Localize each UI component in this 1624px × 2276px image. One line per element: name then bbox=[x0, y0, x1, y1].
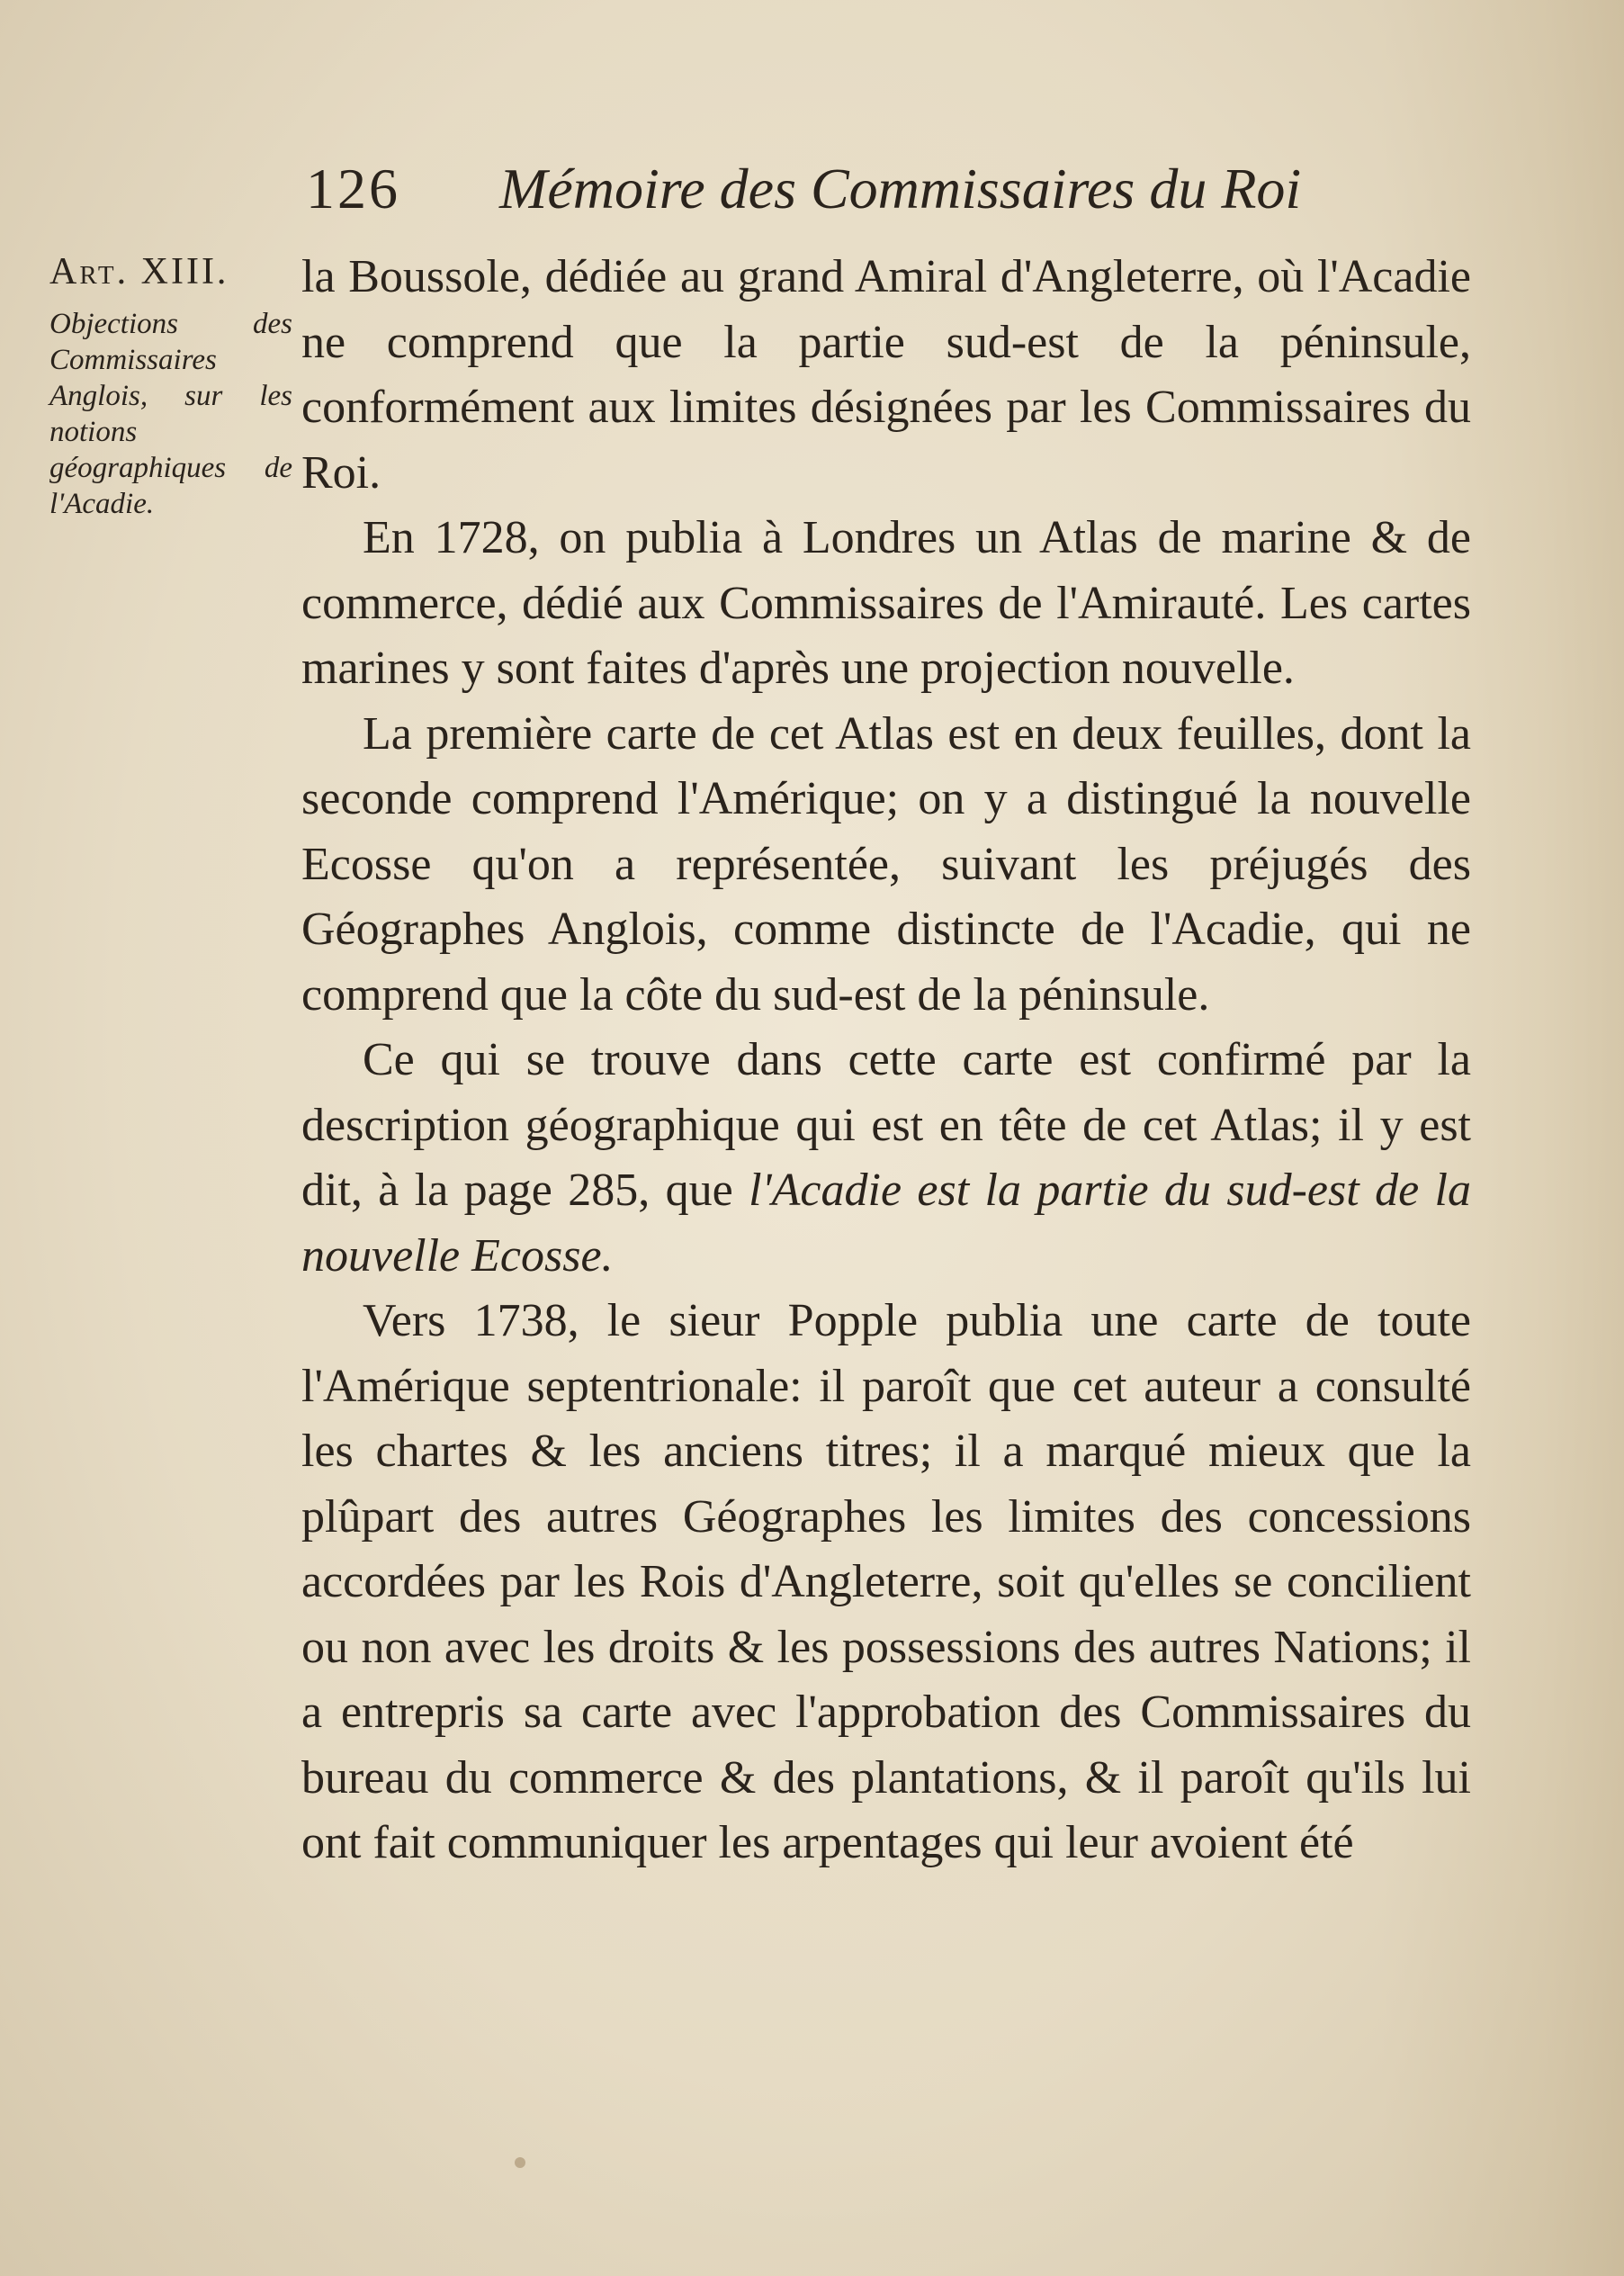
article-label: Art. XIII. bbox=[49, 251, 229, 292]
paragraph-3-text: La première carte de cet Atlas est en deux feuilles, dont la seconde comprend l'Amérique; on y a distingué la nouvelle Ecosse qu'on a représentée, suivant les préjugés des Géographes Anglois, comme distincte de l'Acadie, qui ne comprend que la côte du sud-est de la péninsule. bbox=[301, 707, 1471, 1021]
paragraph-1 bbox=[301, 245, 1471, 506]
ink-speck bbox=[515, 2157, 525, 2168]
paragraph-3 bbox=[301, 702, 1471, 1029]
margin-note: Objections des Commissaires Anglois, sur les notions géographiques de l'Acadie. bbox=[49, 308, 292, 520]
body-text bbox=[301, 245, 1471, 1876]
page-header bbox=[306, 144, 1302, 234]
paragraph-2-text: En 1728, on publia à Londres un Atlas de marine & de commerce, dédié aux Commissaires de l'Amirauté. Les cartes marines y sont faites d'après une projection nouvelle. bbox=[301, 512, 1471, 694]
page-number: 126 bbox=[306, 157, 400, 220]
paragraph-5-text: Vers 1738, le sieur Popple publia une carte de toute l'Amérique septentrionale: il paroît que cet auteur a consulté les chartes & les anciens titres; il a marqué mieux que la plûpart des autres Géographes les limites des concessions accordées par les Rois d'Angleterre, soit qu'elles se concilient ou non avec les droits & les possessions des autres Nations; il a entrepris sa carte avec l'approbation des Commissaires du bureau du commerce & des plantations, & il paroît qu'ils lui ont fait communiquer les arpentages qui leur avoient été bbox=[301, 1295, 1471, 1868]
paragraph-4 bbox=[301, 1028, 1471, 1289]
paragraph-2 bbox=[301, 506, 1471, 702]
running-title: Mémoire des Commissaires du Roi bbox=[499, 157, 1302, 220]
margin-column bbox=[49, 245, 292, 522]
paragraph-4-italic-quote: l'Acadie est la partie du sud-est de la nouvelle Ecosse. bbox=[301, 1165, 1471, 1282]
paragraph-1-text: la Boussole, dédiée au grand Amiral d'Angleterre, où l'Acadie ne comprend que la partie sud-est de la péninsule, conformément aux limites désignées par les Commissaires du Roi. bbox=[301, 251, 1471, 499]
paragraph-5 bbox=[301, 1289, 1471, 1876]
paragraph-4-text: Ce qui se trouve dans cette carte est confirmé par la description géographique qui est en tête de cet Atlas; il y est dit, à la page 285, que bbox=[301, 1034, 1471, 1216]
